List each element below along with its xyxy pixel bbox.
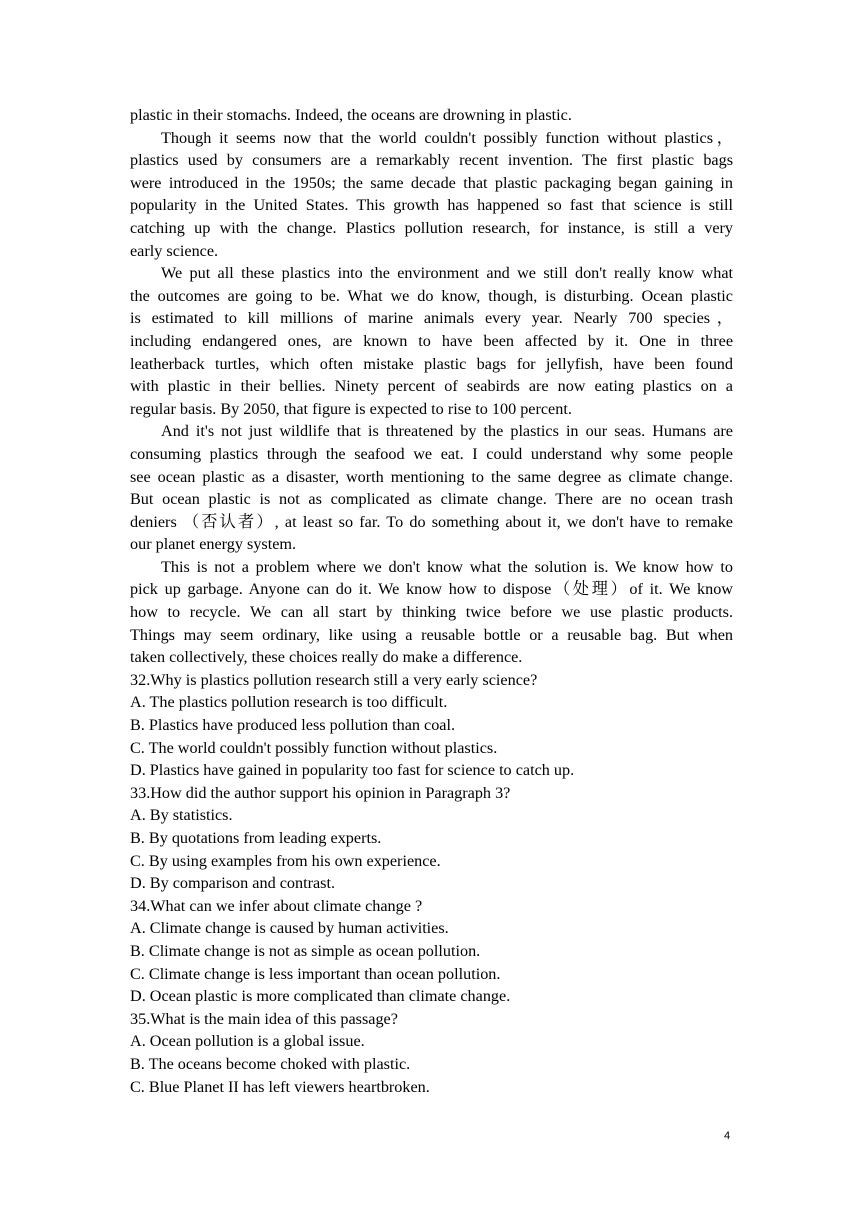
- option-35-a: A. Ocean pollution is a global issue.: [130, 1032, 365, 1051]
- option-32-a: A. The plastics pollution research is too difficult.: [130, 693, 448, 712]
- text-line: leatherback turtles, which often mistake plastic bags for jellyfish, have been found: [130, 354, 733, 373]
- option-33-c: C. By using examples from his own experience.: [130, 851, 441, 870]
- text-line: plastics used by consumers are a remarkably recent invention. The first plastic bags: [130, 151, 733, 170]
- text-line: the outcomes are going to be. What we do know, though, is disturbing. Ocean plastic: [130, 286, 733, 305]
- option-34-b: B. Climate change is not as simple as ocean pollution.: [130, 941, 481, 960]
- option-32-b: B. Plastics have produced less pollution than coal.: [130, 716, 456, 735]
- text-line: including endangered ones, are known to have been affected by it. One in three: [130, 331, 733, 350]
- text-line: our planet energy system.: [130, 535, 297, 554]
- text-line: plastic in their stomachs. Indeed, the oceans are drowning in plastic.: [130, 106, 572, 124]
- question-35: 35.What is the main idea of this passage?: [130, 1009, 398, 1028]
- option-32-c: C. The world couldn't possibly function without plastics.: [130, 738, 498, 757]
- option-33-b: B. By quotations from leading experts.: [130, 829, 382, 847]
- option-33-a: A. By statistics.: [130, 806, 233, 825]
- text-line: This is not a problem where we don't know what the solution is. We know how to: [161, 557, 733, 576]
- document-body: [130, 104, 733, 1098]
- text-line: deniers （否认者）, at least so far. To do something about it, we don't have to remake: [130, 512, 733, 531]
- text-line: catching up with the change. Plastics pollution research, for instance, is still a very: [130, 218, 733, 237]
- page-number: 4: [724, 1130, 731, 1142]
- text-line: is estimated to kill millions of marine animals every year. Nearly 700 species，: [130, 309, 733, 328]
- text-line: regular basis. By 2050, that figure is expected to rise to 100 percent.: [130, 399, 572, 418]
- text-line: pick up garbage. Anyone can do it. We know how to dispose（处理）of it. We know: [130, 580, 733, 599]
- text-line: popularity in the United States. This growth has happened so fast that science is still: [130, 196, 733, 215]
- text-line: Though it seems now that the world couldn't possibly function without plastics，: [161, 128, 733, 147]
- text-line: Things may seem ordinary, like using a reusable bottle or a reusable bag. But when: [130, 625, 733, 644]
- option-35-c: C. Blue Planet II has left viewers heartbroken.: [130, 1077, 430, 1096]
- text-line: But ocean plastic is not as complicated as climate change. There are no ocean trash: [130, 490, 733, 509]
- option-35-b: B. The oceans become choked with plastic.: [130, 1054, 411, 1073]
- text-line: We put all these plastics into the environment and we still don't really know what: [161, 264, 733, 283]
- option-32-d: D. Plastics have gained in popularity too fast for science to catch up.: [130, 761, 575, 780]
- text-line: taken collectively, these choices really do make a difference.: [130, 648, 523, 667]
- question-32: 32.Why is plastics pollution research still a very early science?: [130, 670, 538, 689]
- text-line: consuming plastics through the seafood we eat. I could understand why some people: [130, 444, 733, 463]
- text-line: And it's not just wildlife that is threatened by the plastics in our seas. Humans are: [161, 422, 733, 441]
- option-34-c: C. Climate change is less important than ocean pollution.: [130, 964, 501, 983]
- option-34-a: A. Climate change is caused by human activities.: [130, 919, 449, 938]
- text-line: how to recycle. We can all start by thinking twice before we use plastic products.: [130, 603, 733, 622]
- text-line: were introduced in the 1950s; the same decade that plastic packaging began gaining in: [130, 173, 733, 192]
- option-34-d: D. Ocean plastic is more complicated than climate change.: [130, 987, 511, 1006]
- text-line: early science.: [130, 241, 219, 260]
- text-line: with plastic in their bellies. Ninety percent of seabirds are now eating plastics on a: [130, 377, 733, 396]
- text-line: see ocean plastic as a disaster, worth mentioning to the same degree as climate change.: [130, 467, 733, 486]
- question-34: 34.What can we infer about climate change ?: [130, 896, 423, 915]
- question-33: 33.How did the author support his opinion in Paragraph 3?: [130, 783, 511, 802]
- option-33-d: D. By comparison and contrast.: [130, 874, 335, 893]
